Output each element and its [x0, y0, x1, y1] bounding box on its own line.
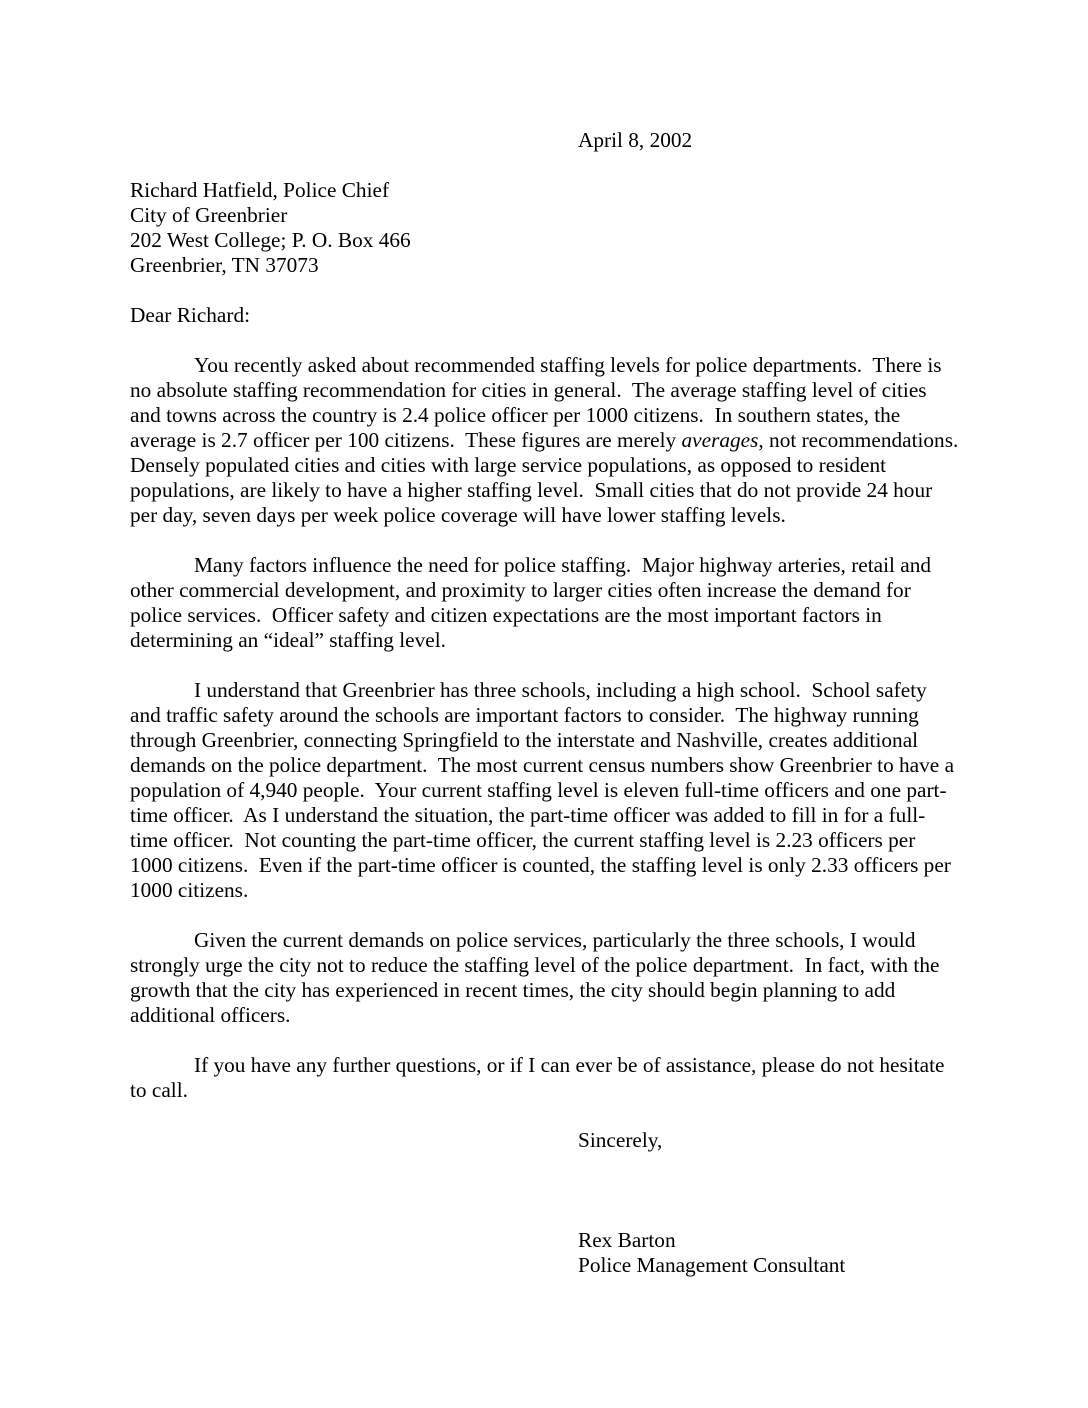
- recipient-city-line: Greenbrier, TN 37073: [130, 253, 319, 277]
- paragraph: [130, 353, 969, 528]
- closing-block: [578, 1128, 962, 1278]
- signature-title: Police Management Consultant: [578, 1253, 846, 1277]
- paragraph: [130, 678, 962, 903]
- body-text: , not recommendations. Densely populated cities and cities with large service populations, as opposed to resident populations, are likely to have a higher staffing level. Small cities that do not provide 24 hour per day, seven days per week police coverage will have lower staffing levels.: [130, 428, 969, 527]
- recipient-street-line: 202 West College; P. O. Box 466: [130, 228, 411, 252]
- paragraph: [130, 1053, 962, 1103]
- recipient-name-line: Richard Hatfield, Police Chief: [130, 178, 390, 202]
- signature-block: [578, 1228, 962, 1278]
- recipient-org-line: City of Greenbrier: [130, 203, 288, 227]
- body-text: Given the current demands on police services, particularly the three schools, I would strongly urge the city not to reduce the staffing level of the police department. In fact, with the growth that the city has experienced in recent times, the city should begin planning to add additional officers.: [130, 928, 945, 1027]
- paragraph: [130, 928, 962, 1028]
- letter-body: [130, 353, 969, 1103]
- paragraph: [130, 553, 962, 653]
- emphasized-text: averages: [681, 428, 759, 452]
- body-text: I understand that Greenbrier has three schools, including a high school. School safety and traffic safety around the schools are important factors to consider. The highway running through Greenbrier, connecting Springfield to the interstate and Nashville, creates additional demands on the police department. The most current census numbers show Greenbrier to have a population of 4,940 people. Your current staffing level is eleven full-time officers and one part-time officer. As I understand the situation, the part-time officer was added to fill in for a full-time officer. Not counting the part-time officer, the current staffing level is 2.23 officers per 1000 citizens. Even if the part-time officer is counted, the staffing level is only 2.33 officers per 1000 citizens.: [130, 678, 960, 902]
- body-text: Many factors influence the need for police staffing. Major highway arteries, retail and other commercial development, and proximity to larger cities often increase the demand for police services. Officer safety and citizen expectations are the most important factors in determining an “ideal” staffing level.: [130, 553, 937, 652]
- body-text: If you have any further questions, or if I can ever be of assistance, please do not hesitate to call.: [130, 1053, 950, 1102]
- body-text: You recently asked about recommended staffing levels for police departments. There is no absolute staffing recommendation for cities in general. The average staffing level of cities and towns across the country is 2.4 police officer per 1000 citizens. In southern states, the average is 2.7 officer per 100 citizens. These figures are merely: [130, 353, 947, 452]
- recipient-address: [130, 178, 962, 278]
- salutation: Dear Richard:: [130, 303, 251, 327]
- signature-name: Rex Barton: [578, 1228, 676, 1252]
- letter-date: April 8, 2002: [578, 128, 693, 152]
- closing: Sincerely,: [578, 1128, 663, 1152]
